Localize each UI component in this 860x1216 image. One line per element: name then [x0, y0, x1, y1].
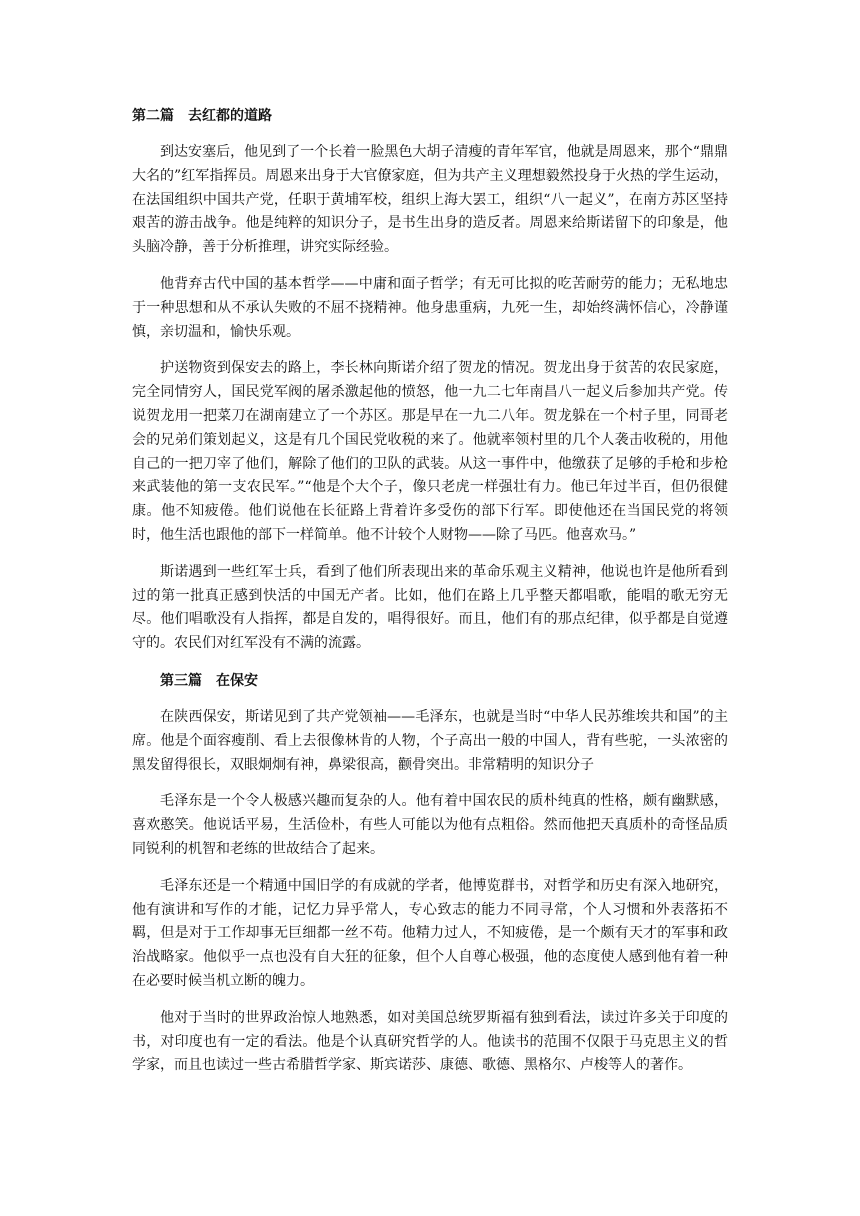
section-heading-2: 第二篇 去红都的道路 [132, 108, 272, 124]
document-body [132, 104, 728, 1091]
paragraph: 毛泽东还是一个精通中国旧学的有成就的学者，他博览群书，对哲学和历史有深入地研究，他有演讲和写作的才能，记忆力异乎常人，专心致志的能力不同寻常，个人习惯和外表落拓不羁，但是对于工作却事无巨细都一丝不苟。他精力过人，不知疲倦，是一个颇有天才的军事和政治战略家。他似乎一点也没有自大狂的征象，但个人自尊心极强，他的态度使人感到他有着一种在必要时候当机立断的魄力。 [132, 877, 728, 989]
paragraph: 他对于当时的世界政治惊人地熟悉，如对美国总统罗斯福有独到看法，读过许多关于印度的书，对印度也有一定的看法。他是个认真研究哲学的人。他读书的范围不仅限于马克思主义的哲学家，而且也读过一些古希腊哲学家、斯宾诺莎、康德、歌德、黑格尔、卢梭等人的著作。 [132, 1009, 728, 1074]
paragraph: 在陕西保安，斯诺见到了共产党领袖——毛泽东，也就是当时“中华人民苏维埃共和国”的主席。他是个面容瘦削、看上去很像林肯的人物，个子高出一般的中国人，背有些驼，一头浓密的黑发留得很长，双眼炯炯有神，鼻梁很高，颧骨突出。非常精明的知识分子 [132, 708, 728, 773]
paragraph: 他背弃古代中国的基本哲学——中庸和面子哲学；有无可比拟的吃苦耐劳的能力；无私地忠于一种思想和从不承认失败的不屈不挠精神。他身患重病，九死一生，却始终满怀信心，冷静谨慎，亲切温和，愉快乐观。 [132, 275, 728, 340]
paragraph: 到达安塞后，他见到了一个长着一脸黑色大胡子清瘦的青年军官，他就是周恩来，那个“鼎鼎大名的”红军指挥员。周恩来出身于大官僚家庭，但为共产主义理想毅然投身于火热的学生运动，在法国组织中国共产党，任职于黄埔军校，组织上海大罢工，组织“八一起义”，在南方苏区坚持艰苦的游击战争。他是纯粹的知识分子，是书生出身的造反者。周恩来给斯诺留下的印象是，他头脑冷静，善于分析推理，讲究实际经验。 [132, 144, 728, 256]
paragraph: 斯诺遇到一些红军士兵，看到了他们所表现出来的革命乐观主义精神，他说也许是他所看到过的第一批真正感到快活的中国无产者。比如，他们在路上几乎整天都唱歌，能唱的歌无穷无尽。他们唱歌没有人指挥，都是自发的，唱得很好。而且，他们有的那点纪律，似乎都是自觉遵守的。农民们对红军没有不满的流露。 [132, 563, 728, 652]
paragraph: 护送物资到保安去的路上，李长林向斯诺介绍了贺龙的情况。贺龙出身于贫苦的农民家庭，完全同情穷人，国民党军阀的屠杀激起他的愤怒，他一九二七年南昌八一起义后参加共产党。传说贺龙用一把菜刀在湖南建立了一个苏区。那是早在一九二八年。贺龙躲在一个村子里，同哥老会的兄弟们策划起义，这是有几个国民党收税的来了。他就率领村里的几个人袭击收税的，用他自己的一把刀宰了他们，解除了他们的卫队的武装。从这一事件中，他缴获了足够的手枪和步枪来武装他的第一支农民军。”“他是个大个子，像只老虎一样强壮有力。他已年过半百，但仍很健康。他不知疲倦。他们说他在长征路上背着许多受伤的部下行军。即使他还在当国民党的将领时，他生活也跟他的部下一样简单。他不计较个人财物——除了马匹。他喜欢马。” [132, 360, 728, 543]
paragraph: 毛泽东是一个令人极感兴趣而复杂的人。他有着中国农民的质朴纯真的性格，颇有幽默感，喜欢憨笑。他说话平易，生活俭朴，有些人可能以为他有点粗俗。然而他把天真质朴的奇怪品质同锐利的机智和老练的世故结合了起来。 [132, 793, 728, 857]
section-heading-3: 第三篇 在保安 [160, 672, 258, 689]
